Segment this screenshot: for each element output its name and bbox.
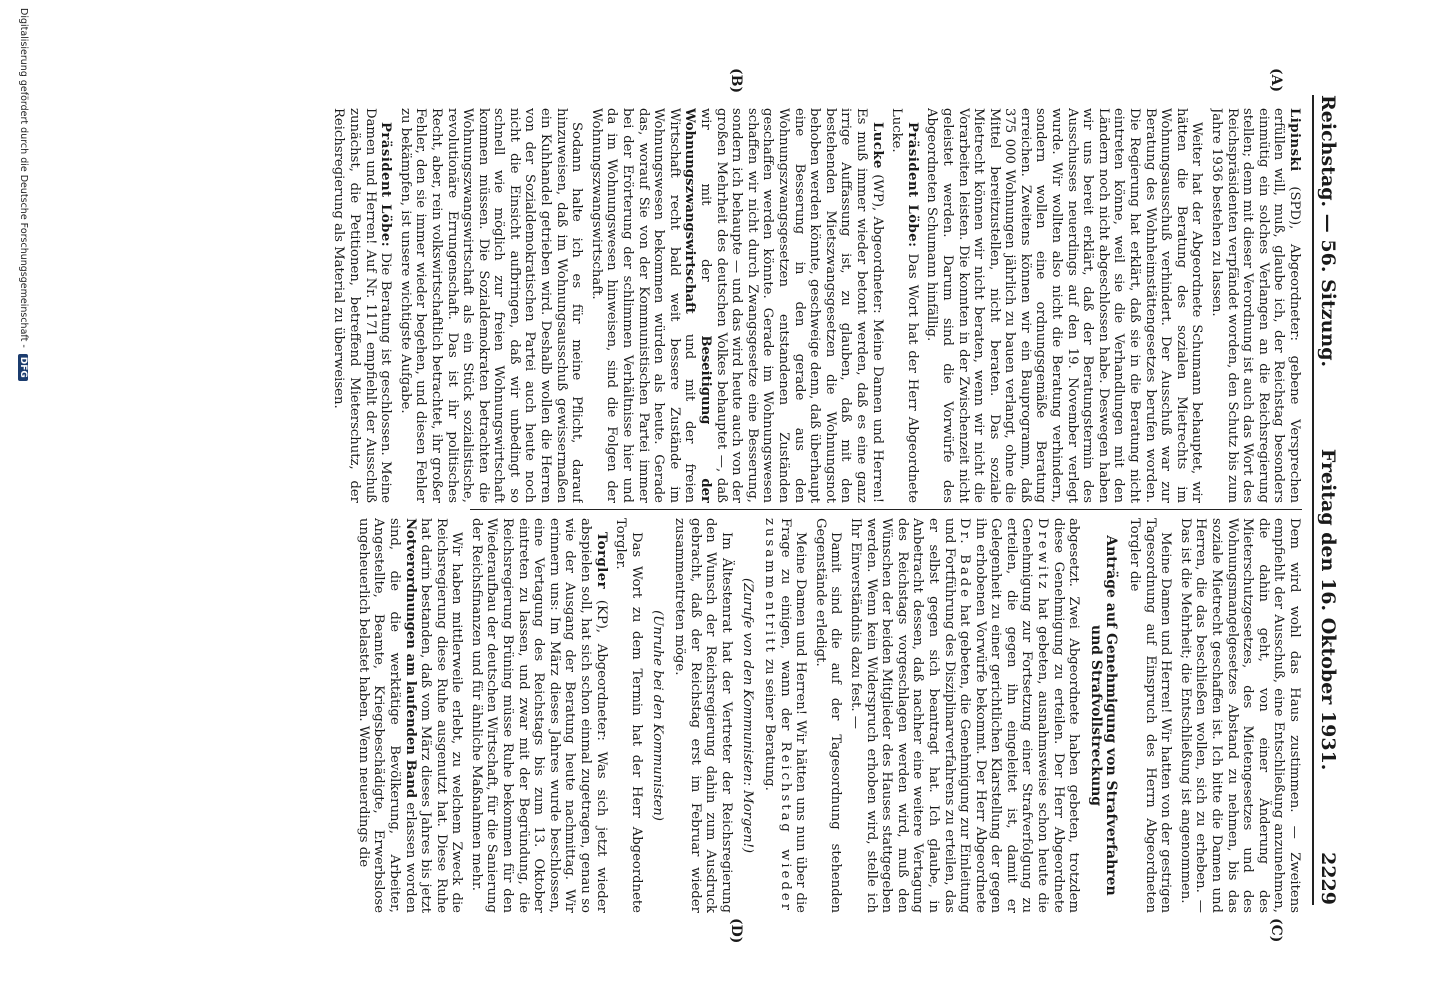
paragraph: Das Wort zu dem Termin hat der Herr Abgeordnete Torgler. [613, 518, 644, 913]
paragraph-text: erlassen worden sind, die die werktätige Bevölkerung, Arbeiter, Angestellte, Beamte, Kriegsbeschädigte, Erwerbslose ungeheuerlich belastet haben. Wenn neuerdings die [355, 518, 418, 913]
paragraph-text: abgesetzt. Zwei Abgeordnete haben gebeten, trotzdem diese Genehmigung zu erteilen. Der Herr Abgeordnete [1050, 518, 1082, 913]
paragraph [355, 518, 464, 913]
dfg-logo: DFG [18, 354, 28, 381]
emphasis-text: Notverordnungen am laufenden Band [402, 518, 418, 799]
spaced-name: Drewitz [1035, 518, 1051, 592]
speaker-name: Präsident Löbe: [904, 122, 920, 248]
page-number: 2229 [1317, 852, 1339, 905]
interjection: (Unruhe bei den Kommunisten) [650, 610, 666, 821]
right-column [40, 518, 1302, 913]
paragraph [1208, 108, 1302, 503]
paragraph [761, 518, 808, 913]
speaker-name: Torgler [593, 532, 609, 590]
header-date: Freitag den 16. Oktober 1931. [1317, 448, 1339, 771]
paragraph [331, 108, 393, 503]
paragraph-text: hat gebeten, ausnahmsweise schon heute die Genehmigung zur Fortsetzung einer Strafverfolgung zu erteilen, die gegen ihn eingeleitet ist, damit er Gelegenheit zu einer gerichtlichen Klarstellung der gegen ihn erhobenen Vorwürfe bekommt. Der Herr Abgeordnete [972, 518, 1051, 913]
header-left: Reichstag. — 56. Sitzung. [1317, 95, 1339, 368]
credit-text: Digitalisierung gefördert durch die Deutsche Forschungsgemeinschaft - [18, 8, 29, 348]
left-column [40, 108, 1302, 503]
page-header [1312, 95, 1342, 905]
speaker-name: Lipinski [1287, 108, 1302, 172]
paragraph-text: (WP), Abgeordneter: Meine Damen und Herren! Es muß immer wieder betont werden, daß es eine ganz irrige Auffassung ist, zu glauben, daß mit den bestehenden Mietszwangsgesetzen die Wohnungsnot behoben werden könnte, geschweige denn, daß überhaupt eine Besserung in den gerade aus den Wohnungszwangsgesetzen entstandenen Zuständen geschaffen werden könnte. Gerade im Wohnungswesen schaffen wir nicht durch Zwangsgesetze eine Besserung, sondern ich behaupte — und das wird heute auch von der großen Mehrheit des deutschen Volkes behauptet —, daß wir mit der [698, 108, 885, 503]
paragraph-text: Das Wort hat der Herr Abgeordnete Lucke. [889, 108, 920, 503]
paragraph [588, 108, 884, 503]
paragraph-text: Die Beratung ist geschlossen. Meine Damen und Herren! Auf Nr. 1171 empfiehlt der Ausschuß zunächst, die Petitionen, betreffend Mieterschutz, der Reichsregierung als Material zu überweisen. [331, 108, 394, 503]
paragraph-text: hat gebeten, die Genehmigung zur Einleitung und Fortführung des Disziplinarverfahrens zu erteilen, das er selbst gegen sich beantragt hat. Ich glaube, in Anbetracht dessen, daß nachher eine weitere Vertagung des Reichstags vorgeschlagen werden wird, muß den Wünschen der beiden Mitglieder des Hauses stattgegeben werden. Wenn kein Widerspruch erhoben wird, stelle ich Ihr Einverständnis dazu fest. — [847, 518, 973, 913]
paragraph [847, 518, 1081, 913]
paragraph [889, 108, 920, 503]
paragraph-text: Meine Damen und Herren! Wir hätten uns nun über die Frage zu einigen, wann der [777, 518, 809, 913]
margin-mark-d: (D) [728, 918, 744, 944]
speaker-name: Lucke [869, 122, 885, 169]
paragraph-text: und mit der freien Wirtschaft recht bald weit bessere Zustände im Wohnungswesen bekommen würden als heute. Gerade das, worauf Sie von der Kommunistischen Partei immer bei der Erörterung der schlimmen Verhältnisse hier und da im Wohnungswesen hinweisen, sind die Folgen der Wohnungszwangswirtschaft. [588, 108, 698, 503]
spaced-name: Dr. Bade [957, 518, 973, 601]
margin-mark-b: (B) [728, 68, 744, 94]
interjection: (Zurufe von den Kommunisten: Morgen!) [740, 577, 756, 854]
paragraph: Damit sind die auf der Tagesordnung stehenden Gegenstände erledigt. [812, 518, 844, 913]
paragraph: Weiter hat der Abgeordnete Schumann behauptet, wir hätten die Beratung des sozialen Mietrechts im Wohnungsausschuß verhindert. Der Ausschuß war zur Beratung des Wohnheimstättengesetzes berufen worden. Die Regierung hat erklärt, daß sie in die Beratung nicht eintreten könne, weil sie die Verhandlungen mit den Ländern noch nicht abgeschlossen habe. Deswegen haben wir uns bereit erklärt, daß der Beratungstermin des Ausschusses neuerdings auf den 19. November verlegt wurde. Wir wollten also nicht die Beratung verhindern, sondern wollen eine ordnungsgemäße Beratung erreichen. Zweitens können wir ein Bauprogramm, daß 375 000 Wohnungen jährlich zu bauen verlangt, ohne die Mittel bereitzustellen, nicht beraten. Das soziale Mietrecht können wir nicht beraten, wenn wir nicht die Vorarbeiten leisten. Die konnten in der Zwischenzeit nicht geleistet werden. Darum sind die Vorwürfe des Abgeordneten Schumann hinfällig. [924, 108, 1205, 503]
section-heading: Anträge auf Genehmigung von Strafverfahren und Strafvollstreckung [1087, 535, 1120, 896]
speaker-name: Präsident Löbe: [378, 122, 394, 248]
margin-mark-a: (A) [1268, 68, 1284, 93]
paragraph-text: zu seiner Beratung. [762, 659, 777, 791]
emphasis-text: Beseitigung der Wohnungszwangswirtschaft [682, 108, 714, 503]
paragraph [468, 518, 608, 913]
paragraph-text: (KP), Abgeordneter: Was sich jetzt wieder abspielen soll, hat sich schon einmal zugetragen, genau so wie der Ausgang der Beratung heute nachmittag. Wir erinnern uns: Im März dieses Jahres wurde beschlossen, eine Vertagung des Reichstags bis zum 13. Oktober eintreten zu lassen, und zwar mit der Begründung, die Reichsregierung Brüning müsse Ruhe bekommen für den Wiederaufbau der deutschen Wirtschaft, für die Sanierung der Reichsfinanzen und für ähnliche Maßnahmen mehr. [468, 518, 609, 913]
paragraph: Sodann halte ich es für meine Pflicht, darauf hinzuweisen, daß im Wohnungsausschuß gewissermaßen ein Kuhhandel getrieben wird. Deshalb wollen die Herren von der Sozialdemokratischen Partei auch heute noch nicht die Einsicht aufbringen, daß wir unbedingt so schnell wie möglich zur freien Wohnungswirtschaft kommen müssen. Die Sozialdemokraten betrachten die Wohnungszwangswirtschaft als ein Stück sozialistische, revolutionäre Errungenschaft. Das ist ihr politisches Recht, aber, rein volkswirtschaftlich betrachtet, ihr großer Fehler, den sie immer wieder begehen, und diesen Fehler zu bekämpfen, ist unsere wichtigste Aufgabe. [397, 108, 585, 503]
paragraph-text: (SPD), Abgeordneter: gebene Versprechen erfüllen will, muß, glaube ich, der Reichstag besonders einmütig ein solches Verlangen an die Reichsregierung stellen; denn mit dieser Verordnung ist auch das Wort des Reichspräsidenten verpfändet worden, den Schutz bis zum Jahre 1936 bestehen zu lassen. [1209, 108, 1302, 503]
paragraph: Dem wird wohl das Haus zustimmen. — Zweitens empfiehlt der Ausschuß, eine Entschließung anzunehmen, die dahin geht, von einer Änderung des Mieterschutzgesetzes, des Mietengesetzes und des Wohnungsmangelgesetzes Abstand zu nehmen, bis das soziale Mietrecht geschaffen ist. Ich bitte die Damen und Herren, die das beschließen wollen, sich zu erheben. — Das ist die Mehrheit; die Entschließung ist angenommen. [1177, 518, 1302, 913]
paragraph-text: Wir haben mittlerweile erlebt, zu welchem Zweck die Reichsregierung diese Ruhe ausgenutzt hat. Diese Ruhe hat darin bestanden, daß vom März dieses Jahres bis jetzt [418, 518, 465, 913]
digitization-credit [18, 0, 29, 1000]
margin-mark-c: (C) [1268, 918, 1284, 943]
paragraph: Im Ältestenrat hat der Vertreter der Reichsregierung den Wunsch der Reichsregierung dahin zum Ausdruck gebracht, daß der Reichstag erst im Februar wieder zusammentreten möge. [672, 518, 734, 913]
paragraph: Meine Damen und Herren! Wir hatten von der gestrigen Tagesordnung auf Einspruch des Herrn Abgeordneten Torgler die [1127, 518, 1174, 913]
spaced-phrase: Reichstag wieder zusammentritt [762, 518, 793, 913]
column-divider [470, 509, 1302, 510]
